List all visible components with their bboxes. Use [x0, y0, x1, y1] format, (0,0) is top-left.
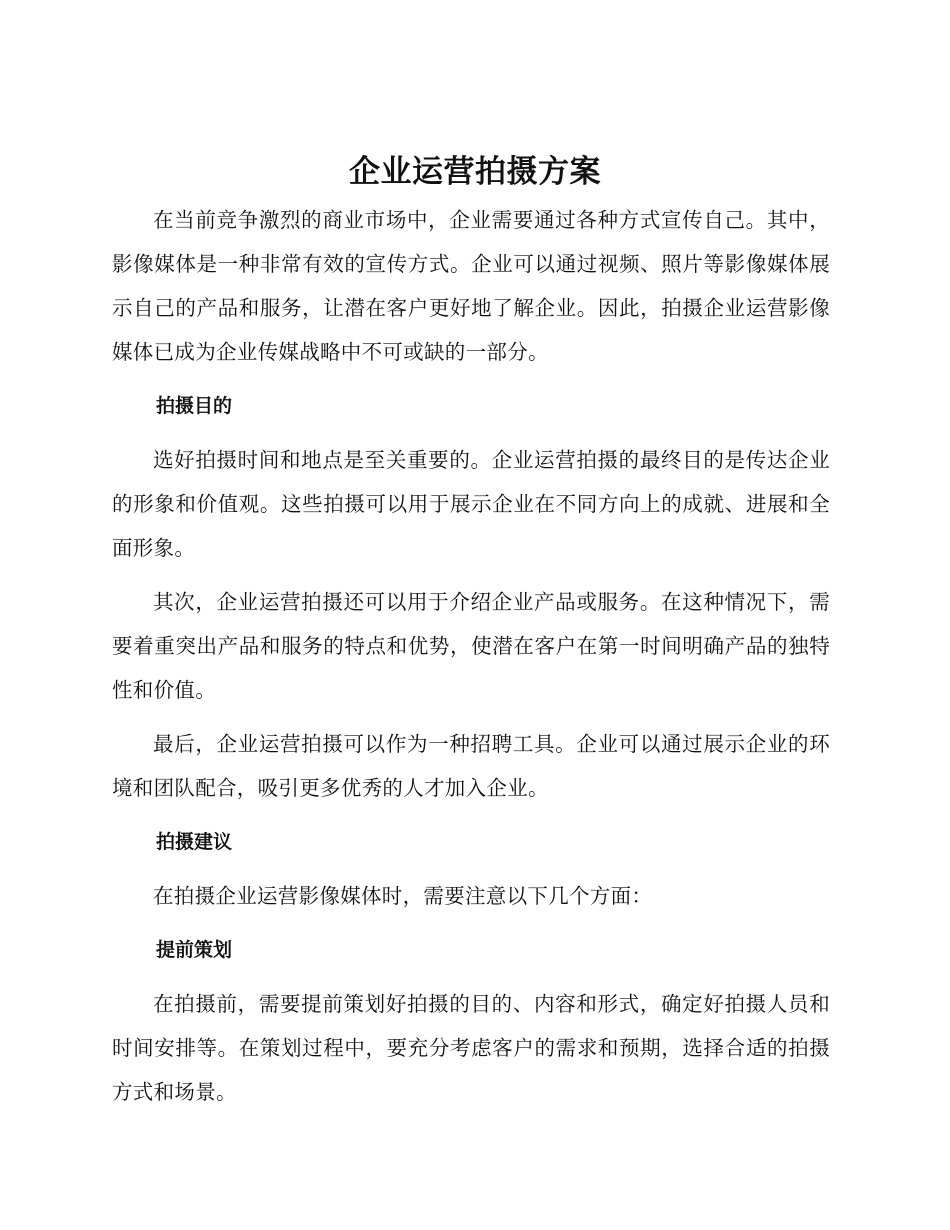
planning-paragraph-1: 在拍摄前，需要提前策划好拍摄的目的、内容和形式，确定好拍摄人员和时间安排等。在策划过程中，要充分考虑客户的需求和预期，选择合适的拍摄方式和场景。	[112, 992, 830, 1104]
section-heading-planning: 提前策划	[156, 939, 233, 961]
purpose-paragraph-2: 其次，企业运营拍摄还可以用于介绍企业产品或服务。在这种情况下，需要着重突出产品和服务的特点和优势，使潜在客户在第一时间明确产品的独特性和价值。	[112, 590, 830, 702]
purpose-paragraph-1: 选好拍摄时间和地点是至关重要的。企业运营拍摄的最终目的是传达企业的形象和价值观。这些拍摄可以用于展示企业在不同方向上的成就、进展和全面形象。	[112, 448, 830, 560]
intro-paragraph: 在当前竞争激烈的商业市场中，企业需要通过各种方式宣传自己。其中，影像媒体是一种非常有效的宣传方式。企业可以通过视频、照片等影像媒体展示自己的产品和服务，让潜在客户更好地了解企业。因此，拍摄企业运营影像媒体已成为企业传媒战略中不可或缺的一部分。	[112, 208, 830, 364]
document-body	[112, 198, 830, 1114]
section-heading-purpose: 拍摄目的	[156, 395, 233, 417]
purpose-paragraph-3: 最后，企业运营拍摄可以作为一种招聘工具。企业可以通过展示企业的环境和团队配合，吸引更多优秀的人才加入企业。	[112, 732, 830, 800]
section-heading-suggestions: 拍摄建议	[156, 831, 233, 853]
suggestions-paragraph-1: 在拍摄企业运营影像媒体时，需要注意以下几个方面：	[153, 884, 653, 908]
document-title: 企业运营拍摄方案	[349, 154, 601, 190]
